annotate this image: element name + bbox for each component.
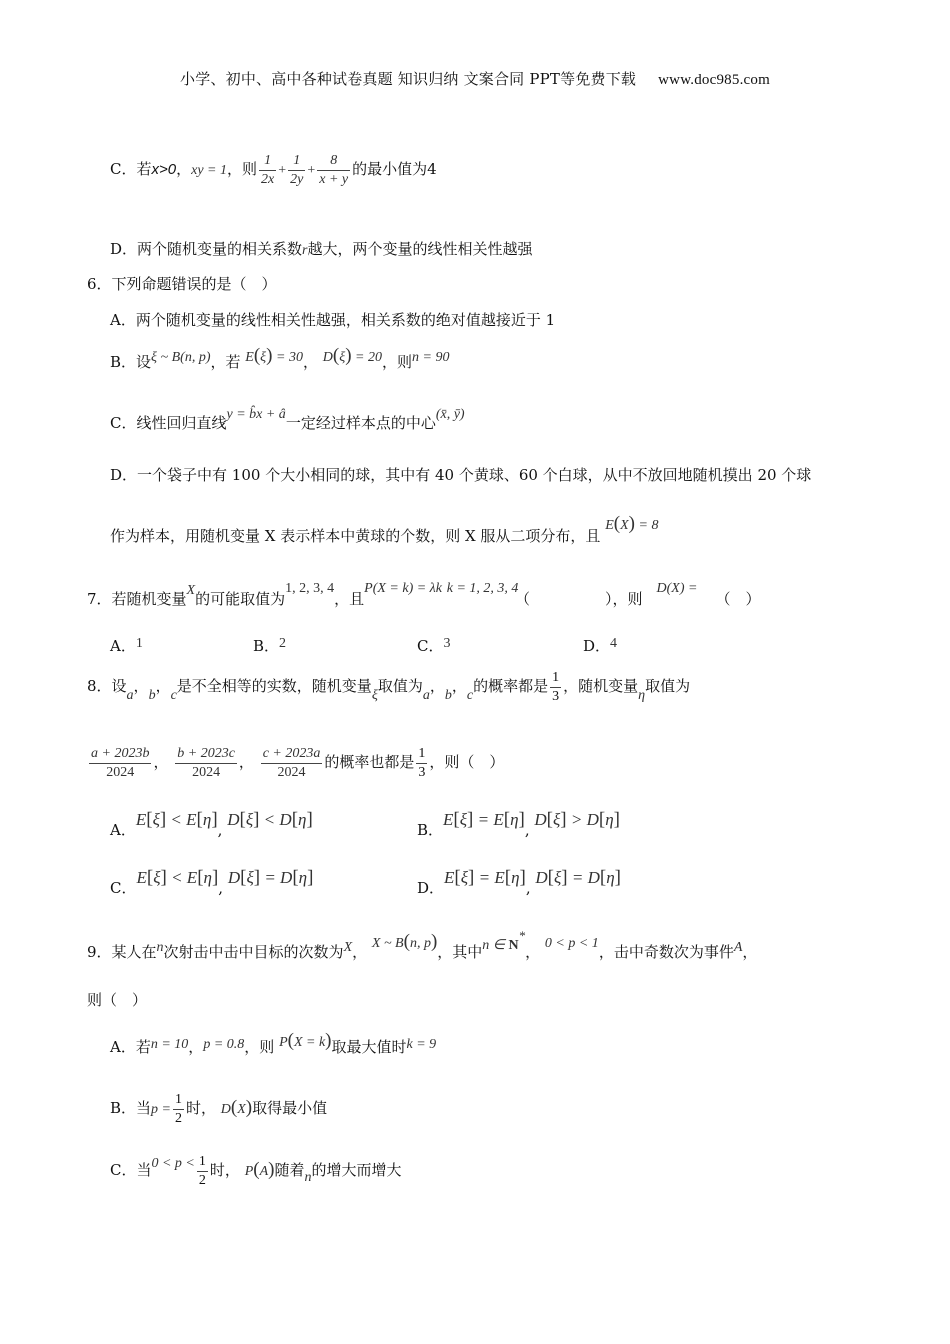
q7-option-b	[253, 636, 286, 658]
option-label: C．	[417, 637, 444, 655]
symbol: E	[493, 810, 504, 829]
q6-option-b	[110, 345, 450, 374]
relation: =	[264, 868, 276, 887]
text: ，其中	[437, 943, 483, 961]
text: 的可能取值为	[195, 590, 286, 608]
math-var: c	[466, 688, 474, 703]
q6-stem: 6．下列命题错误的是（ ）	[87, 275, 277, 293]
math-result: n = 90	[412, 350, 450, 365]
fraction	[173, 1091, 184, 1128]
q9-stem-line2: 则（ ）	[87, 991, 148, 1009]
value: = 20	[355, 350, 382, 365]
math-expr: D[ξ] = D[η]	[227, 867, 314, 888]
q8-option-b	[417, 809, 620, 839]
denominator: x + y	[319, 171, 349, 187]
symbol: E	[444, 868, 455, 887]
option-label: C．若	[110, 160, 152, 178]
math-expr: D[ξ] = D[η]	[535, 867, 621, 888]
q9-option-b	[110, 1088, 327, 1130]
symbol: ξ	[153, 868, 161, 887]
text: ，击中奇数次为事件	[598, 943, 734, 961]
punct: ，	[525, 943, 541, 961]
math-value: k = 9	[406, 1037, 437, 1052]
math-values: 1, 2, 3, 4	[285, 581, 335, 596]
math-var: n	[156, 940, 164, 955]
value: = 8	[638, 518, 659, 533]
relation: =	[477, 810, 490, 829]
symbol: E	[605, 518, 614, 533]
text: 时，	[185, 1099, 216, 1117]
page-header	[0, 68, 950, 89]
symbol: X = k	[293, 1035, 326, 1050]
symbol: n, p	[409, 936, 431, 951]
punct: ,	[218, 879, 224, 897]
symbol: X	[237, 1102, 246, 1117]
math-var: X	[186, 583, 196, 598]
symbol: ξ	[339, 350, 346, 365]
math-expr: D[ξ] < D[η]	[227, 809, 313, 830]
math-var: b	[148, 688, 156, 703]
option-label: B．设	[110, 353, 152, 371]
fraction	[550, 669, 561, 706]
symbol: E	[186, 868, 198, 887]
relation: <	[170, 810, 182, 829]
text: 的概率都是	[473, 677, 549, 695]
symbol: ξ	[459, 810, 468, 829]
q7-option-a	[110, 636, 143, 658]
math-variance: D(X)	[220, 1097, 253, 1118]
q7-paren-open: （	[515, 590, 531, 608]
denominator: 2024	[192, 764, 221, 780]
q5-option-d	[110, 239, 533, 261]
option-label: A．	[110, 821, 136, 839]
punct: ，	[155, 677, 171, 695]
text: ），则	[605, 590, 643, 608]
text: 取值为	[377, 677, 423, 695]
symbol: η	[298, 810, 307, 829]
math-condition: xy = 1	[191, 163, 227, 178]
symbol: ξ	[246, 868, 254, 887]
punct: ,	[524, 821, 530, 839]
numerator: 1	[550, 669, 561, 688]
option-label: C．	[110, 879, 137, 897]
symbol: E	[136, 868, 147, 887]
math-var: A	[733, 940, 743, 955]
math-var: c	[170, 688, 177, 703]
text: ，则	[244, 1038, 275, 1056]
math-var: n	[304, 1170, 312, 1185]
q7-tail	[605, 581, 761, 611]
math-dist: X ~ B(n, p)	[371, 931, 438, 952]
denominator: 2024	[106, 764, 135, 780]
fraction	[416, 745, 427, 782]
symbol: X	[620, 518, 629, 533]
symbol: D	[279, 810, 292, 829]
punct: ，	[133, 677, 149, 695]
value: = 30	[276, 350, 303, 365]
option-value: 1	[135, 636, 143, 651]
relation: >	[570, 810, 583, 829]
symbol: E	[135, 810, 147, 829]
option-value: 2	[279, 636, 287, 651]
symbol: D	[534, 810, 547, 829]
punct: ，	[742, 943, 758, 961]
math-prob: P(A)	[244, 1159, 275, 1180]
math-prob: P(X = k) = λk	[364, 581, 442, 596]
denominator: 2	[174, 1110, 182, 1126]
punct: ，	[176, 160, 192, 178]
relation: =	[478, 868, 491, 887]
math-var: ξ	[371, 688, 378, 703]
text: 7．若随机变量	[87, 590, 187, 608]
fraction	[317, 152, 350, 189]
numerator: b + 2023c	[175, 745, 237, 764]
math-dist: ξ ~ B(n, p)	[151, 350, 211, 365]
denominator: 2	[198, 1172, 206, 1188]
q8-option-a	[110, 809, 313, 839]
text: ，则	[226, 160, 257, 178]
text: 越大，两个变量的线性相关性越强	[307, 240, 533, 258]
math-point: (x̄, ȳ)	[435, 407, 465, 422]
text: 一定经过样本点的中心	[285, 414, 436, 432]
symbol: E	[494, 868, 505, 887]
numerator: a + 2023b	[89, 745, 151, 764]
math-var: a	[126, 688, 134, 703]
symbol: D	[220, 1102, 231, 1117]
denominator: 2024	[277, 764, 306, 780]
math-value: n = 10	[150, 1037, 189, 1052]
q7-stem	[87, 581, 519, 611]
math-equation: y = b̂x + â	[226, 407, 286, 422]
symbol: E	[186, 810, 197, 829]
text: 8．设	[87, 677, 127, 695]
numerator: 1	[259, 152, 276, 171]
q6-option-d-line1: D．一个袋子中有 100 个大小相同的球，其中有 40 个黄球、60 个白球，从中不放回地随机摸出 20 个球	[110, 466, 812, 484]
text: ，若	[210, 353, 241, 371]
denominator: 2y	[290, 171, 304, 187]
symbol: η	[511, 868, 520, 887]
math-expr: E[ξ] < E[η]	[136, 867, 219, 888]
symbol: P	[279, 1035, 288, 1050]
text: 取值为	[645, 677, 691, 695]
q6-option-a: A．两个随机变量的线性相关性越强，相关系数的绝对值越接近于 1	[110, 311, 556, 329]
symbol: X ~ B	[371, 936, 404, 951]
option-label: A．	[110, 637, 136, 655]
text: 的概率也都是	[324, 753, 415, 771]
text: 的增大而增大	[311, 1161, 402, 1179]
math-var: a	[422, 688, 430, 703]
symbol: ξ	[554, 868, 562, 887]
text: 是不全相等的实数，随机变量	[176, 677, 372, 695]
math-var: η	[638, 688, 646, 703]
fraction	[197, 1153, 208, 1190]
q6-option-d-line2	[110, 513, 659, 548]
text: 作为样本，用随机变量 X 表示样本中黄球的个数，则 X 服从二项分布，且	[110, 527, 601, 545]
symbol: D	[535, 868, 548, 887]
punct: ，	[451, 677, 467, 695]
q8-option-c	[110, 867, 314, 897]
relation: <	[171, 868, 183, 887]
q8-option-d	[417, 867, 621, 897]
text: ，则（ ）	[429, 753, 505, 771]
math-var: r	[302, 243, 308, 258]
text: ，则	[381, 353, 412, 371]
text: 随着	[274, 1161, 305, 1179]
punct: ,	[525, 879, 531, 897]
text: 9．某人在	[87, 943, 157, 961]
denominator: 3	[552, 688, 560, 704]
symbol: E	[443, 810, 454, 829]
header-site: www.doc985.com	[658, 72, 770, 88]
symbol: D	[227, 868, 241, 887]
symbol: A	[259, 1164, 269, 1179]
option-label: B．	[417, 821, 444, 839]
math-expr: E[ξ] = E[η]	[444, 867, 526, 888]
punct: ,	[217, 821, 223, 839]
symbol: η	[203, 868, 212, 887]
numerator: c + 2023a	[261, 745, 323, 764]
text: 的最小值为4	[352, 160, 437, 178]
math-value: p = 0.8	[203, 1037, 245, 1052]
operator: +	[307, 163, 316, 178]
math-range: 0 < p < 1	[544, 936, 599, 951]
q8-stem-line1	[87, 666, 690, 708]
symbol: η	[298, 868, 308, 887]
symbol: ξ	[245, 810, 254, 829]
math-var: b	[444, 688, 452, 703]
option-label: D．	[583, 637, 611, 655]
symbol: η	[606, 868, 615, 887]
symbol: D	[227, 810, 240, 829]
text: 次射击中击中目标的次数为	[163, 943, 344, 961]
fraction	[259, 152, 276, 189]
text: D．两个随机变量的相关系数	[110, 240, 303, 258]
symbol: ξ	[553, 810, 561, 829]
symbol: D	[322, 350, 333, 365]
math-var: X	[343, 940, 353, 955]
symbol: P	[244, 1164, 254, 1179]
math-condition: x>0	[151, 161, 177, 178]
symbol: η	[202, 810, 212, 829]
numerator: 1	[288, 152, 305, 171]
q9-option-a	[110, 1030, 437, 1059]
math-domain	[482, 928, 526, 953]
relation: =	[571, 868, 584, 887]
math-expectation: E(ξ) = 30	[245, 345, 303, 366]
math-range: k = 1, 2, 3, 4	[446, 581, 519, 596]
text: ，且	[334, 590, 365, 608]
punct: ，	[429, 677, 445, 695]
option-label: A．若	[110, 1038, 151, 1056]
punct: ，	[302, 353, 318, 371]
q6-option-c	[110, 407, 465, 435]
option-label: B．当	[110, 1099, 152, 1117]
symbol: ξ	[260, 350, 267, 365]
math-expr: E[ξ] < E[η]	[135, 809, 218, 830]
fraction	[175, 745, 237, 782]
text: ，随机变量	[563, 677, 639, 695]
header-text: 小学、初中、高中各种试卷真题 知识归纳 文案合同 PPT等免费下载	[180, 70, 637, 88]
numerator: 1	[197, 1153, 208, 1172]
option-value: 4	[610, 636, 618, 651]
numerator: 8	[317, 152, 350, 171]
option-label: B．	[253, 637, 280, 655]
symbol: E	[245, 350, 254, 365]
punct: ，	[238, 753, 254, 771]
fraction	[288, 152, 305, 189]
fraction	[89, 745, 151, 782]
math-variance: D(ξ) = 20	[322, 345, 382, 366]
symbol: D	[587, 868, 600, 887]
symbol: D	[280, 868, 293, 887]
math-expectation: E(X) = 8	[605, 513, 659, 534]
numerator: 1	[173, 1091, 184, 1110]
q5-option-c	[110, 150, 437, 190]
math-range: 0 < p <	[151, 1156, 195, 1171]
punct: ，	[188, 1038, 204, 1056]
option-label: C．线性回归直线	[110, 414, 227, 432]
numerator: 1	[416, 745, 427, 764]
symbol: ξ	[152, 810, 160, 829]
text: 取最大值时	[331, 1038, 407, 1056]
math-prob: P(X = k)	[279, 1030, 332, 1051]
relation: <	[263, 810, 276, 829]
symbol: n ∈	[482, 938, 509, 953]
symbol: *	[518, 928, 526, 943]
math-expr: D[ξ] > D[η]	[534, 809, 620, 830]
math-var: p =	[151, 1102, 171, 1117]
fraction	[261, 745, 323, 782]
math-expr: E[ξ] = E[η]	[443, 809, 525, 830]
q9-stem-line1	[87, 928, 758, 964]
q7-option-d	[583, 636, 617, 658]
symbol: ξ	[460, 868, 469, 887]
symbol: N	[508, 938, 519, 953]
text: 取得最小值	[252, 1099, 328, 1117]
symbol: η	[605, 810, 614, 829]
option-label: D．	[417, 879, 445, 897]
text: 时，	[209, 1161, 240, 1179]
q8-stem-line2	[87, 740, 504, 784]
symbol: η	[510, 810, 519, 829]
denominator: 2x	[261, 171, 275, 187]
symbol: D	[586, 810, 599, 829]
option-value: 3	[443, 636, 451, 651]
punct: ，	[153, 753, 169, 771]
q7-option-c	[417, 636, 450, 658]
option-label: C．当	[110, 1161, 152, 1179]
answer-blank: （ ）	[715, 590, 761, 608]
operator: +	[278, 163, 287, 178]
punct: ，	[352, 943, 368, 961]
math-variance: D(X) =	[656, 581, 698, 596]
denominator: 3	[418, 764, 426, 780]
q9-option-c	[110, 1150, 402, 1192]
